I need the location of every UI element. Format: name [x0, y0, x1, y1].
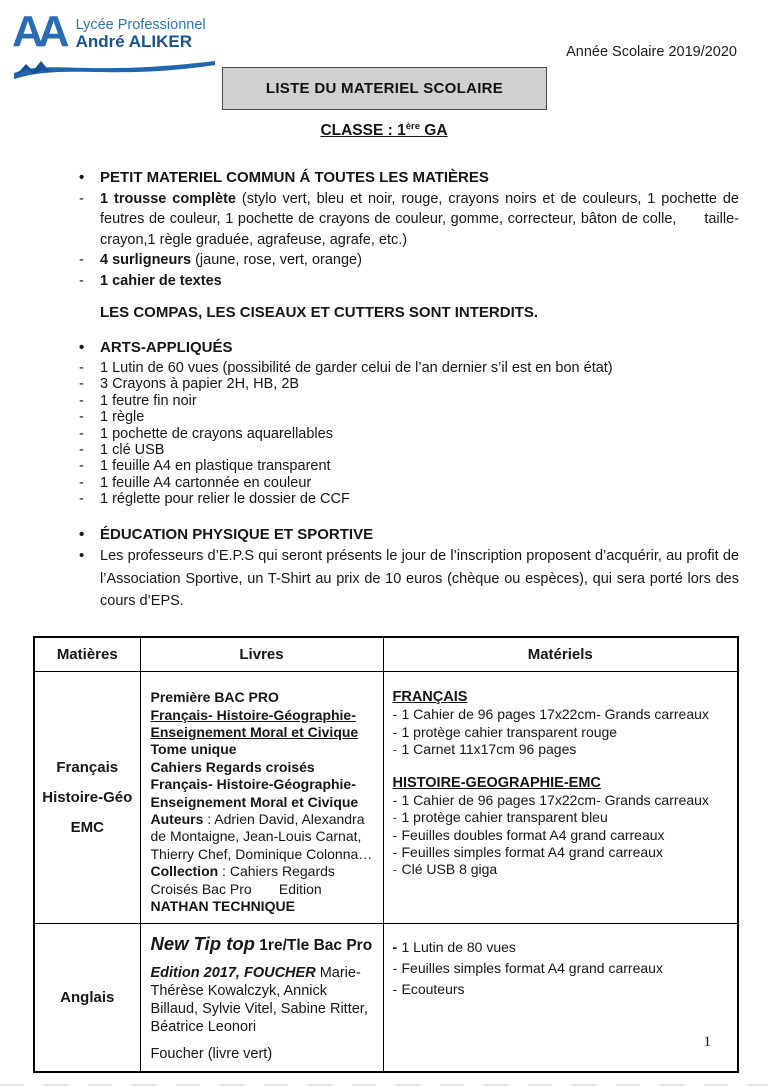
school-logo-top — [12, 7, 222, 56]
document-title-box — [222, 67, 547, 110]
matiere-cell — [34, 672, 140, 924]
materiel-item: - 1 Carnet 11x17cm 96 pages — [393, 741, 732, 758]
materiels-subheading: FRANÇAIS — [392, 689, 468, 706]
authors-line: Auteurs : Adrien David, Alexandra de Montaigne, Jean-Louis Carnat, Thierry Chef, Dominique Colonna… — [150, 811, 373, 862]
list-item: - 1 feutre fin noir — [78, 393, 739, 409]
logo-line1: Lycée Professionnel — [75, 17, 206, 33]
matiere-line: Français — [56, 758, 119, 776]
school-year: Année Scolaire 2019/2020 — [566, 44, 737, 60]
materiel-item: - Feuilles doubles format A4 grand carreaux — [393, 827, 732, 844]
matiere-line: Anglais — [60, 988, 115, 1006]
matiere-line: EMC — [70, 818, 104, 836]
column-header-matieres: Matières — [34, 637, 140, 672]
school-logo — [12, 7, 222, 84]
materiels-cell — [383, 672, 738, 924]
list-item: - 3 Crayons à papier 2H, HB, 2B — [78, 376, 739, 392]
table-header-row — [34, 637, 738, 672]
section-common-supplies — [78, 168, 744, 321]
supplies-table — [33, 636, 739, 1074]
list-item: - 1 feuille A4 en plastique transparent — [78, 458, 739, 474]
book-line: Cahiers Regards croisés — [150, 758, 315, 775]
materiel-item: - 1 protège cahier transparent bleu — [393, 809, 732, 826]
materiel-item: - 1 protège cahier transparent rouge — [393, 724, 732, 741]
classe-prefix: CLASSE : 1 — [320, 122, 406, 140]
list-item-trousse: - 1 trousse complète (stylo vert, bleu et noir, rouge, crayons noirs et de couleurs, 1 pochette de feutres de couleur, 1 pochette de crayons de couleur, gomme, correcteur, bâton de colle, taille-crayon,1 règle graduée, agrafeuse, agrafe, etc.) — [78, 189, 739, 251]
materiel-item: - Feuilles simples format A4 grand carreaux — [393, 958, 732, 979]
section-eps — [78, 525, 739, 613]
logo-monogram: AA — [12, 7, 64, 56]
list-item: - 1 clé USB — [78, 442, 739, 458]
classe-superscript: ère — [405, 121, 420, 132]
matiere-line: Histoire-Géo — [42, 788, 133, 806]
materiel-item: - 1 Cahier de 96 pages 17x22cm- Grands carreaux — [393, 792, 732, 809]
section-arts-appliques — [78, 338, 739, 508]
logo-wave-icon — [12, 54, 217, 80]
publisher-line: Foucher (livre vert) — [150, 1046, 273, 1063]
book-line: Première BAC PRO — [150, 689, 279, 706]
table-row-anglais — [34, 924, 738, 1073]
common-heading: • PETIT MATERIEL COMMUN Á TOUTES LES MATIÈRES — [78, 168, 739, 189]
classe-title — [0, 121, 768, 140]
materiel-item: - Ecouteurs — [393, 979, 732, 1000]
livres-cell — [140, 924, 383, 1073]
materiels-subheading: HISTOIRE-GEOGRAPHIE-EMC — [392, 774, 601, 791]
list-item: - 1 feuille A4 cartonnée en couleur — [78, 475, 739, 491]
document-body — [0, 168, 768, 1073]
collection-line: Collection : Cahiers Regards Croisés Bac Pro Edition — [150, 863, 339, 897]
book-title-line: New Tip top 1re/Tle Bac Pro — [150, 933, 373, 955]
book-line: Français- Histoire-Géographie- Enseignement Moral et Civique — [150, 706, 359, 740]
book-line: Français- Histoire-Géographie- Enseignement Moral et Civique — [150, 776, 359, 810]
page-number: 1 — [703, 1034, 711, 1050]
eps-heading: • ÉDUCATION PHYSIQUE ET SPORTIVE — [78, 525, 739, 546]
edition-authors-line: Edition 2017, FOUCHER Marie-Thérèse Kowalczyk, Annick Billaud, Sylvie Vitel, Sabine Ritter, Béatrice Leonori — [150, 965, 368, 1036]
logo-line2: André ALIKER — [75, 32, 193, 51]
list-item: - 1 règle — [78, 409, 739, 425]
page-edge-dashes — [0, 1084, 768, 1086]
livres-cell — [140, 672, 383, 924]
book-line: Tome unique — [150, 741, 237, 758]
logo-text — [76, 12, 206, 51]
eps-paragraph: • Les professeurs d’E.P.S qui seront présents le jour de l’inscription proposent d’acquérir, au profit de l’Association Sportive, un T-Shirt au prix de 10 euros (chèque ou espèces), qui sera porté lors des cours d’EPS. — [78, 545, 739, 613]
column-header-livres: Livres — [140, 637, 383, 672]
document-title: LISTE DU MATERIEL SCOLAIRE — [265, 80, 504, 97]
forbidden-items-note: LES COMPAS, LES CISEAUX ET CUTTERS SONT INTERDITS. — [100, 304, 539, 321]
table-row-francais-histoire — [34, 672, 738, 924]
arts-heading: • ARTS-APPLIQUÉS — [78, 338, 739, 358]
publisher-line: NATHAN TECHNIQUE — [150, 898, 295, 915]
materiel-item: - 1 Lutin de 80 vues — [393, 937, 732, 958]
list-item: - 1 pochette de crayons aquarellables — [78, 426, 739, 442]
list-item: - 1 Lutin de 60 vues (possibilité de garder celui de l’an dernier s’il est en bon état) — [78, 360, 739, 376]
list-item: - 1 réglette pour relier le dossier de CCF — [78, 491, 739, 507]
materiel-item: - 1 Cahier de 96 pages 17x22cm- Grands carreaux — [393, 706, 732, 723]
materiels-cell — [383, 924, 738, 1073]
list-item-surligneurs: - 4 surligneurs (jaune, rose, vert, orange) — [78, 250, 739, 271]
materiel-item: - Clé USB 8 giga — [393, 861, 732, 878]
matiere-cell — [34, 924, 140, 1073]
materiel-item: - Feuilles simples format A4 grand carreaux — [393, 844, 732, 861]
classe-suffix: GA — [419, 122, 448, 140]
column-header-materiels: Matériels — [383, 637, 738, 672]
list-item-cahier-textes: - 1 cahier de textes — [78, 271, 739, 292]
